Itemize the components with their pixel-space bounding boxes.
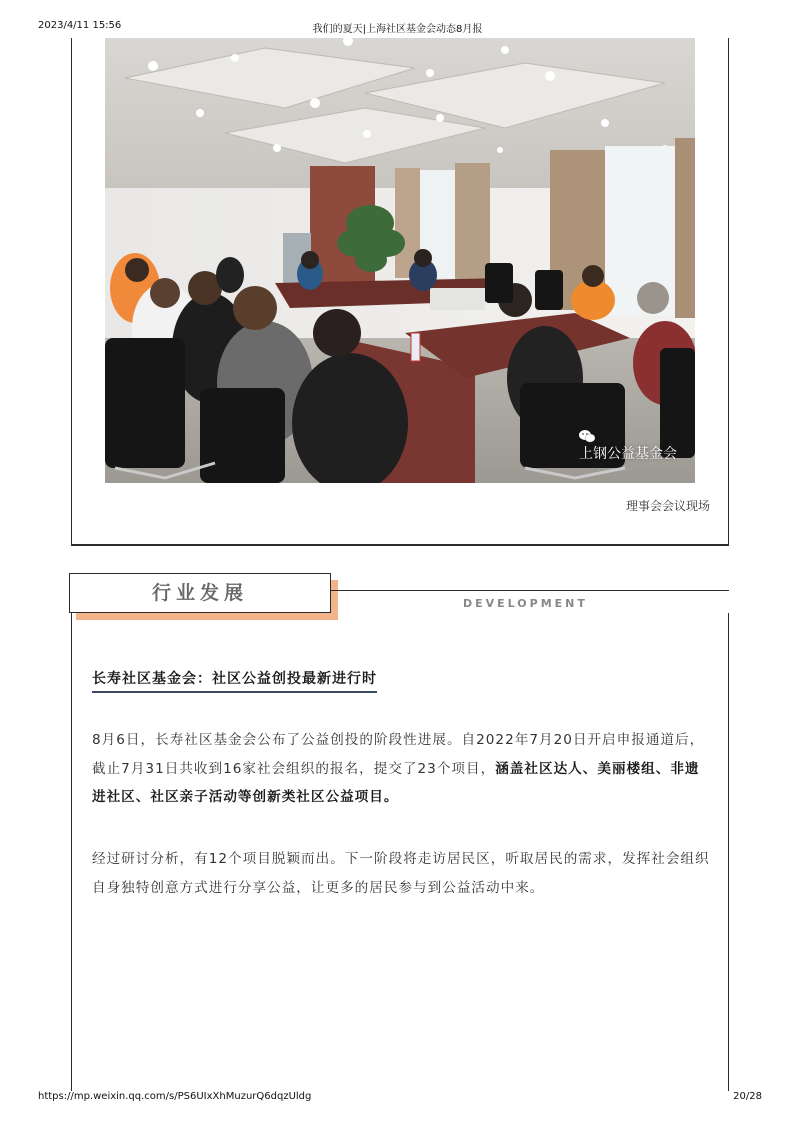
photo-watermark	[579, 429, 677, 463]
article-title: 长寿社区基金会：社区公益创投最新进行时	[92, 668, 377, 693]
section-divider	[331, 590, 729, 591]
print-date: 2023/4/11 15:56	[38, 20, 122, 31]
meeting-photo-illustration	[105, 38, 695, 483]
watermark-text: 上钢公益基金会	[579, 446, 677, 462]
article-paragraph-2: 经过研讨分析，有12个项目脱颖而出。下一阶段将走访居民区，听取居民的需求，发挥社会组织自身独特创意方式进行分享公益，让更多的居民参与到公益活动中来。	[92, 851, 710, 896]
section-title: 行业发展	[151, 582, 248, 604]
section-header	[69, 573, 331, 613]
paragraph-1-text: 8月6日，长寿社区基金会公布了公益创投的阶段性进展。自2022年7月20日开启申报通道后，截止7月31日共收到16家社会组织的报名，提交了23个项目，	[92, 732, 705, 777]
section-subtitle: DEVELOPMENT	[463, 597, 588, 610]
photo-caption: 理事会会议现场	[625, 499, 710, 513]
wechat-icon	[579, 429, 595, 443]
page-number: 20/28	[733, 1091, 762, 1102]
paragraph-1-emphasis: 涵盖社区达人、美丽楼组、非遗进社区、社区亲子活动等创新类社区公益项目。	[92, 760, 700, 805]
page-url: https://mp.weixin.qq.com/s/PS6UIxXhMuzurQ6dqzUldg	[38, 1091, 312, 1102]
print-page-title: 我们的夏天|上海社区基金会动态8月报	[312, 24, 483, 35]
article-paragraph-1	[92, 726, 712, 812]
meeting-photo	[105, 38, 695, 483]
